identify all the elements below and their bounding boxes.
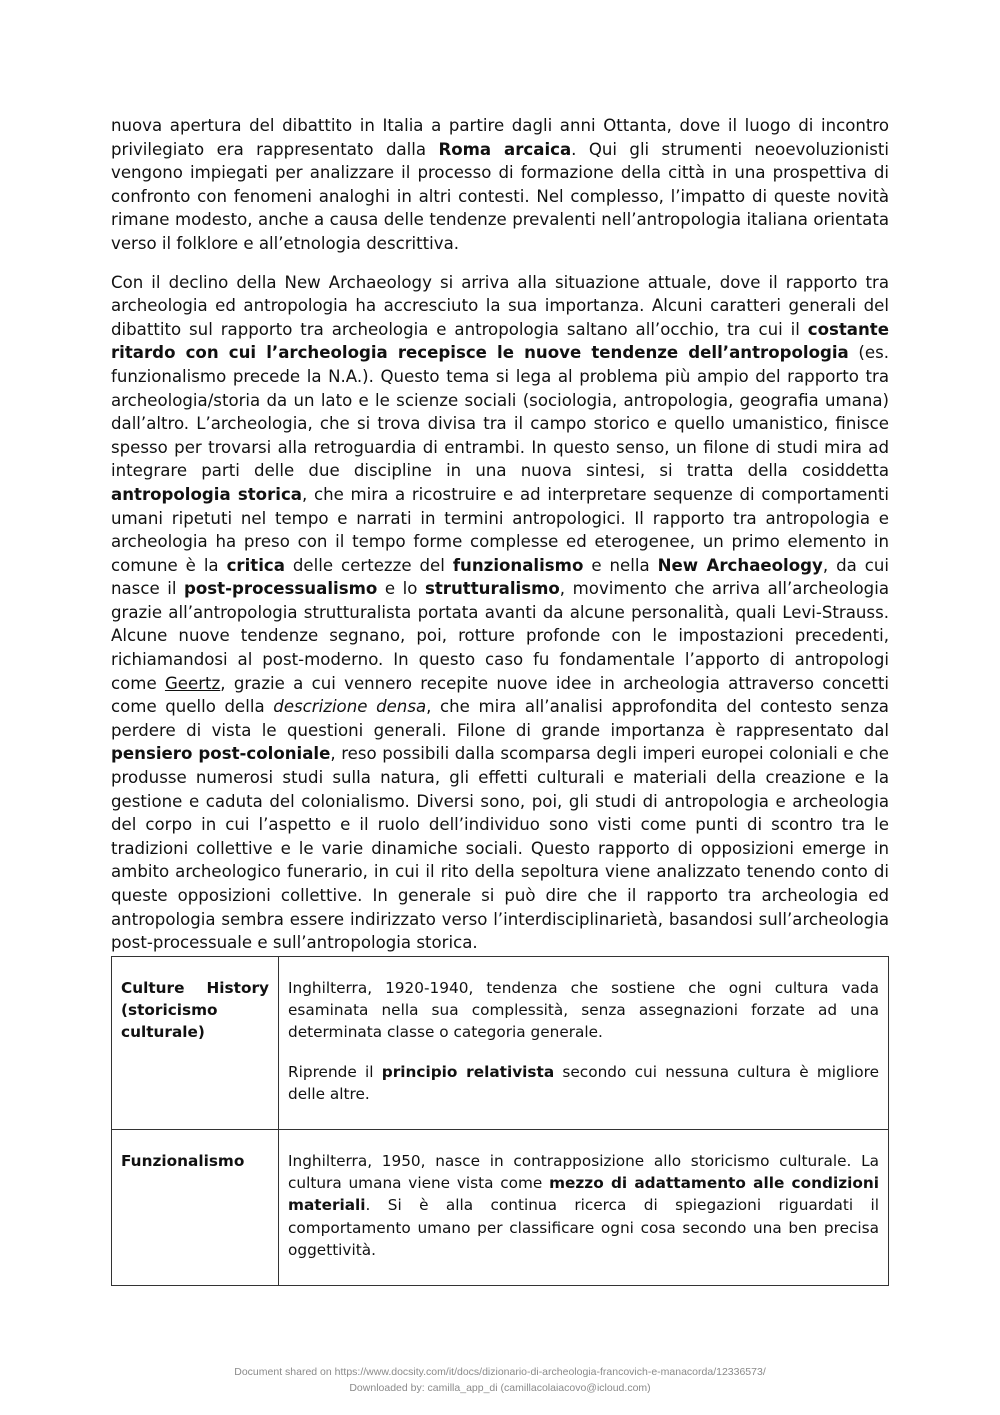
text-run: Inghilterra, 1920-1940, tendenza che sostiene che ogni cultura vada esaminata nella sua complessità, senza assegnazioni forzate ad una determinata classe o categoria generale. <box>288 979 879 1042</box>
term-word: History <box>206 979 269 997</box>
term-word: Culture <box>121 979 185 997</box>
italic-text: descrizione densa <box>273 697 427 717</box>
bold-text: Roma arcaica <box>438 139 572 159</box>
text-run: Riprende il <box>288 1062 382 1081</box>
paragraph-2 <box>111 271 889 955</box>
definition-paragraph <box>288 977 879 1044</box>
term-cell <box>112 957 279 1130</box>
bold-text: mezzo di adattamento alle condizioni materiali <box>288 1174 880 1215</box>
text-run: Con il declino della New Archaeology si arriva alla situazione attuale, dove il rapporto tra archeologia ed antropologia ha accresciuto la sua importanza. Alcuni caratteri generali del dibattito sul rapporto tra archeologia e antropologia saltano all’occhio, tra cui il <box>111 272 889 339</box>
term-first-line <box>121 977 269 999</box>
definition-cell <box>279 1130 889 1286</box>
text-run: , grazie a cui vennero recepite nuove idee in archeologia attraverso concetti come quello della <box>111 673 889 717</box>
bold-text: post-processualismo <box>184 579 378 599</box>
term-cell: Funzionalismo <box>112 1130 279 1286</box>
bold-text: costante ritardo con cui l’archeologia recepisce le nuove tendenze dell’antropologia <box>111 319 889 363</box>
footer-download-note: Downloaded by: camilla_app_di (camillacolaiacovo@icloud.com) <box>349 1382 651 1394</box>
text-run: , movimento che arriva all’archeologia grazie all’antropologia strutturalista portata avanti da alcune personalità, quali Levi-Strauss. Alcune nuove tendenze segnano, poi, rotture profonde con le impostazioni precedenti, richiamandosi al post-moderno. In questo caso fu fondamentale l’apporto di antropologi come <box>111 579 889 693</box>
paragraph-1 <box>111 114 889 256</box>
definition-paragraph <box>288 1061 879 1105</box>
bold-text: New Archaeology <box>657 555 823 575</box>
text-run: secondo cui nessuna cultura è migliore delle altre. <box>288 1062 879 1103</box>
bold-text: critica <box>226 555 285 575</box>
table-row <box>112 957 889 1130</box>
definition-cell <box>279 957 889 1130</box>
text-run: . Si è alla continua ricerca di spiegazioni riguardati il comportamento umano per classificare ogni cosa secondo una ben precisa oggettività. <box>288 1196 879 1259</box>
text-run: , che mira a ricostruire e ad interpretare sequenze di comportamenti umani ripetuti nel tempo e narrati in termini antropologici. Il rapporto tra antropologia e archeologia ha preso con il tempo forme complesse ed eterogenee, un primo elemento in comune è la <box>111 484 889 575</box>
summary-table <box>111 956 889 1286</box>
footer-share-note: Document shared on https://www.docsity.com/it/docs/dizionario-di-archeologia-francovich-e-manacorda/12336573/ <box>234 1366 766 1378</box>
text-run: e lo <box>377 579 425 599</box>
term-subtitle: (storicismo culturale) <box>121 1001 218 1042</box>
text-run: (es. funzionalismo precede la N.A.). Questo tema si lega al problema più ampio del rapporto tra archeologia/storia da un lato e le scienze sociali (sociologia, antropologia, geografia umana) dall’altro. L’archeologia, che si trova divisa tra il campo storico e quello umanistico, finisce spesso per trovarsi alla retroguardia di entrambi. In questo senso, un filone di studi mira ad integrare parti delle due discipline in una nuova sintesi, si tratta della cosiddetta <box>111 343 889 481</box>
text-run: , da cui nasce il <box>111 555 889 599</box>
bold-text: strutturalismo <box>424 579 560 599</box>
text-run: e nella <box>583 555 658 575</box>
table-row <box>112 1130 889 1286</box>
bold-text: funzionalismo <box>452 555 584 575</box>
text-run: nuova apertura del dibattito in Italia a partire dagli anni Ottanta, dove il luogo di incontro privilegiato era rappresentato dalla <box>111 116 889 159</box>
text-run: delle certezze del <box>284 555 453 575</box>
document-body <box>111 114 889 955</box>
text-run: , reso possibili dalla scomparsa degli imperi europei coloniali e che produsse numerosi studi sulla natura, gli effetti culturali e materiali della creazione e la gestione e caduta del colonialismo. Diversi sono, poi, gli studi di antropologia e archeologia del corpo in cui l’aspetto e il ruolo dell’individuo sono visti come punti di scontro tra le tradizioni collettive e le varie dinamiche sociali. Questo rapporto di opposizioni emerge in ambito archeologico funerario, in cui il rito della sepoltura viene analizzato tenendo conto di queste opposizioni collettive. In generale si può dire che il rapporto tra archeologia ed antropologia sembra essere indirizzato verso l’interdisciplinarietà, basandosi sull’archeologia post-processuale e sull’antropologia storica. <box>111 744 889 953</box>
definition-paragraph <box>288 1150 879 1261</box>
text-run: , che mira all’analisi approfondita del contesto senza perdere di vista le questioni generali. Filone di grande importanza è rappresentato dal <box>111 697 889 740</box>
bold-text: antropologia storica <box>111 484 302 504</box>
bold-text: principio relativista <box>381 1062 555 1081</box>
bold-text: pensiero post-coloniale <box>111 744 331 764</box>
underlined-text: Geertz <box>164 673 221 693</box>
text-run: Inghilterra, 1950, nasce in contrapposizione allo storicismo culturale. La cultura umana viene vista come <box>288 1152 879 1193</box>
text-run: . Qui gli strumenti neoevoluzionisti vengono impiegati per analizzare il processo di formazione della città in una prospettiva di confronto con fenomeni analoghi in altri contesti. Nel complesso, l’impatto di queste novità rimane modesto, anche a causa delle tendenze prevalenti nell’antropologia italiana orientata verso il folklore e all’etnologia descrittiva. <box>111 139 889 253</box>
